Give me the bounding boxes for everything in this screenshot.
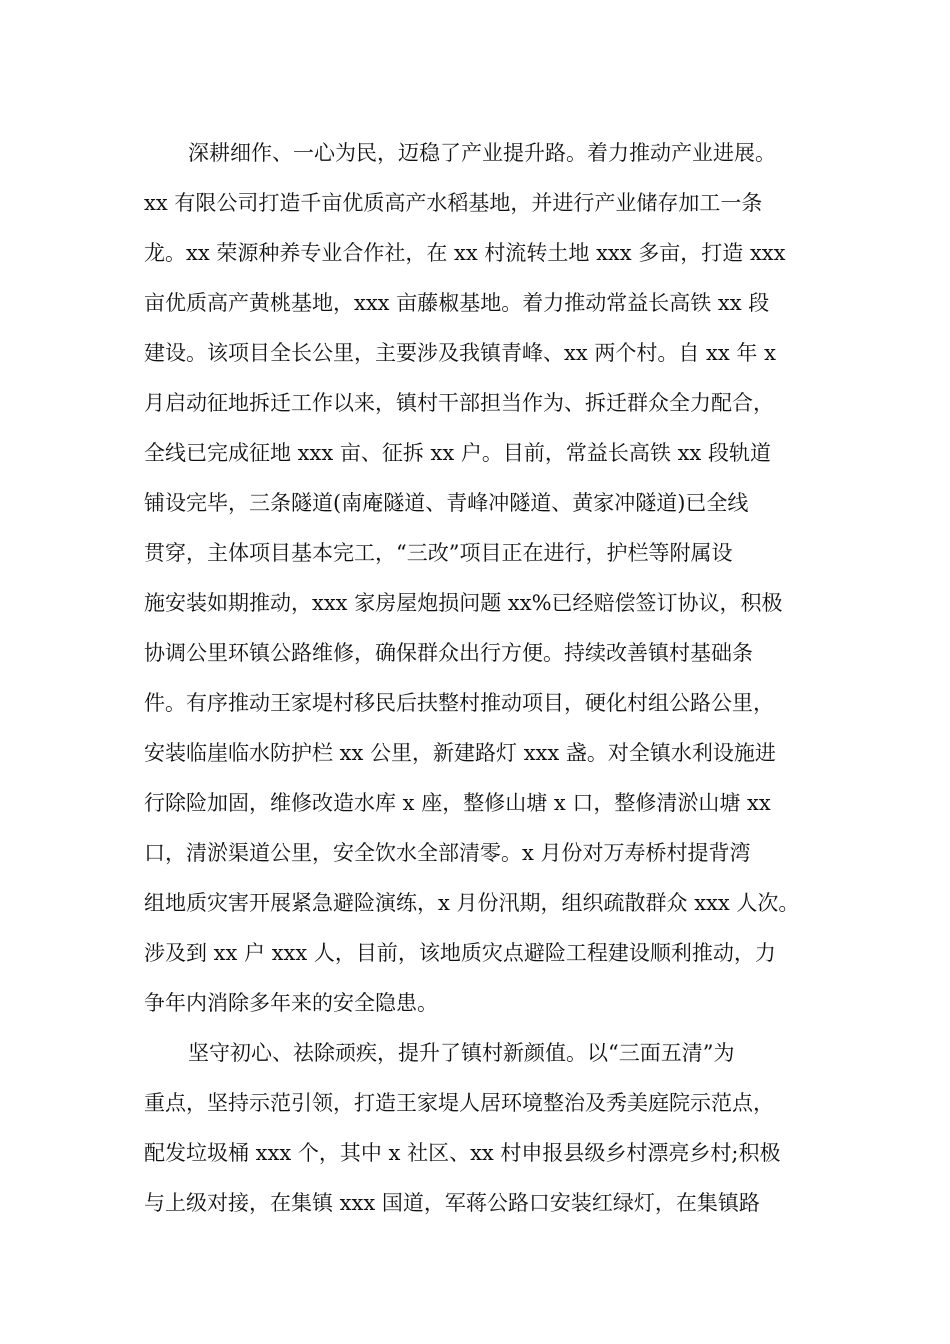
text-line: 贯穿，主体项目基本完工，“三改”项目正在进行，护栏等附属设	[144, 541, 733, 565]
text-line: 全线已完成征地 xxx 亩、征拆 xx 户。目前，常益长高铁 xx 段轨道	[144, 441, 771, 465]
text-line: 建设。该项目全长公里，主要涉及我镇青峰、xx 两个村。自 xx 年 x	[144, 341, 776, 365]
text-line: 施安装如期推动，xxx 家房屋炮损问题 xx%已经赔偿签订协议，积极	[144, 591, 783, 615]
paragraph-village-appearance	[144, 1028, 844, 1228]
text-line: 件。有序推动王家堤村移民后扶整村推动项目，硬化村组公路公里，	[144, 691, 774, 715]
document-body	[144, 128, 844, 1228]
text-line: 月启动征地拆迁工作以来，镇村干部担当作为、拆迁群众全力配合，	[144, 391, 774, 415]
paragraph-industry	[144, 128, 844, 1028]
text-line: 争年内消除多年来的安全隐患。	[144, 991, 438, 1015]
text-line: 坚守初心、祛除顽疾，提升了镇村新颜值。以“三面五清”为	[188, 1041, 735, 1065]
text-line: 安装临崖临水防护栏 xx 公里，新建路灯 xxx 盏。对全镇水利设施进	[144, 741, 776, 765]
text-line: xx 有限公司打造千亩优质高产水稻基地，并进行产业储存加工一条	[144, 191, 763, 215]
text-line: 涉及到 xx 户 xxx 人，目前，该地质灾点避险工程建设顺利推动，力	[144, 941, 776, 965]
text-line: 组地质灾害开展紧急避险演练，x 月份汛期，组织疏散群众 xxx 人次。	[144, 891, 800, 915]
text-line: 亩优质高产黄桃基地，xxx 亩藤椒基地。着力推动常益长高铁 xx 段	[144, 291, 770, 315]
text-line: 深耕细作、一心为民，迈稳了产业提升路。着力推动产业进展。	[188, 141, 776, 165]
text-line: 与上级对接，在集镇 xxx 国道，军蒋公路口安装红绿灯，在集镇路	[144, 1191, 760, 1215]
text-line: 配发垃圾桶 xxx 个，其中 x 社区、xx 村申报县级乡村漂亮乡村;积极	[144, 1141, 781, 1165]
text-line: 行除险加固，维修改造水库 x 座，整修山塘 x 口，整修清淤山塘 xx	[144, 791, 771, 815]
text-line: 口，清淤渠道公里，安全饮水全部清零。x 月份对万寿桥村提背湾	[144, 841, 751, 865]
text-line: 协调公里环镇公路维修，确保群众出行方便。持续改善镇村基础条	[144, 641, 753, 665]
text-line: 铺设完毕，三条隧道(南庵隧道、青峰冲隧道、黄家冲隧道)已全线	[144, 491, 749, 515]
text-line: 龙。xx 荣源种养专业合作社，在 xx 村流转土地 xxx 多亩，打造 xxx	[144, 241, 786, 265]
text-line: 重点，坚持示范引领，打造王家堤人居环境整治及秀美庭院示范点，	[144, 1091, 774, 1115]
